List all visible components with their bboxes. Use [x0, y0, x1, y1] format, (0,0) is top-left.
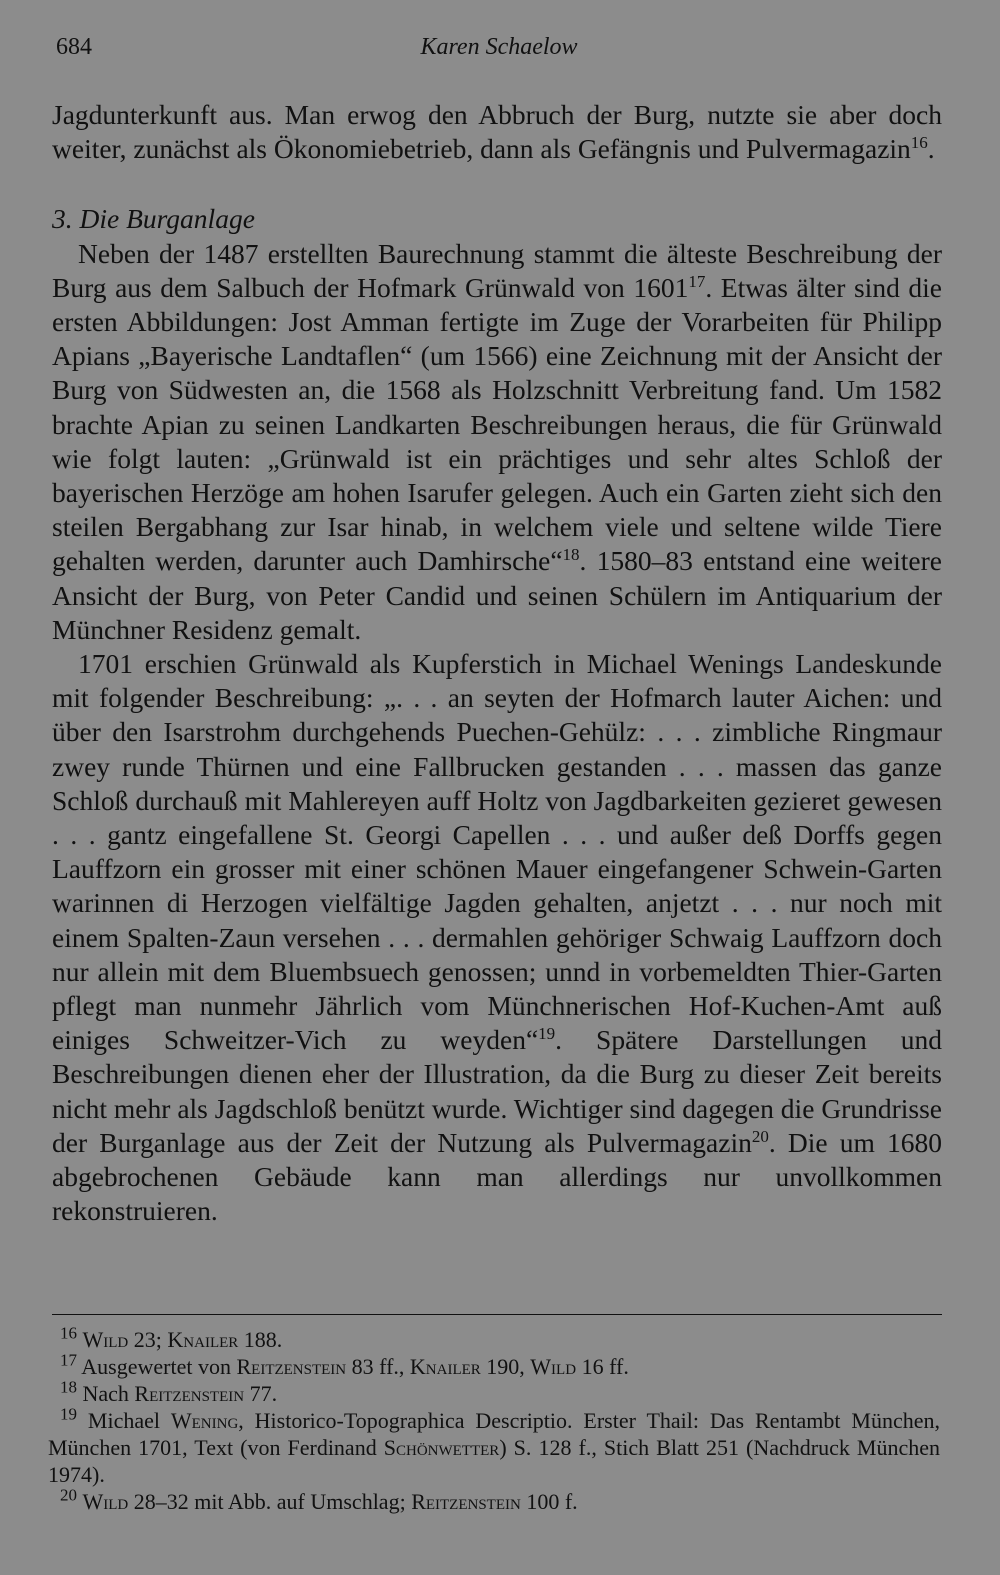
- page-number: 684: [56, 34, 92, 60]
- running-head-author: Karen Schaelow: [420, 34, 578, 60]
- body-text: [52, 98, 942, 1229]
- paragraph: 1701 erschien Grünwald als Kupferstich in Michael Wenings Landeskunde mit folgender Beschreibung: „. . . an seyten der Hofmarch lauter Aichen: und über den Isarstrohm durchgehends Puechen-Gehülz: . . . zimbliche Ringmaur zwey runde Thürnen und eine Fallbrucken gestanden . . . massen das ganze Schloß durchauß mit Mahlereyen auff Holtz von Jagdbarkeiten gezieret gewesen . . . gantz eingefallene St. Georgi Capellen . . . und außer deß Dorffs gegen Lauffzorn ein grosser mit einer schönen Mauer eingefangener Schwein-Garten warinnen di Herzogen vielfältige Jagden gehalten, anjetzt . . . nur noch mit einem Spalten-Zaun versehen . . . dermahlen gehöriger Schwaig Lauffzorn doch nur allein mit dem Bluembsuech genossen; unnd in vorbemeldten Thier-Garten pflegt man nunmehr Jährlich vom Münchnerischen Hof-Kuchen-Amt auß einiges Schweitzer-Vich zu weyden“$^{19}$. Spätere Darstellungen und Beschreibungen dienen eher der Illustration, da die Burg zu dieser Zeit bereits nicht mehr als Jagdschloß benützt wurde. Wichtiger sind dagegen die Grundrisse der Burganlage aus der Zeit der Nutzung als Pulvermagazin$^{20}$. Die um 1680 abgebrochenen Gebäude kann man allerdings nur unvollkommen rekonstruieren.: [52, 648, 942, 1227]
- footnote-17: $^{17}$ Ausgewertet von Reitzenstein 83 ff., Knailer 190, Wild 16 ff.: [60, 1350, 629, 1379]
- footnote-divider: [52, 1314, 942, 1315]
- footnote-19: $^{19}$ Michael Wening, Historico-Topographica Descriptio. Erster Thail: Das Rentambt München, München 1701, Text (von Ferdinand Schönwetter) S. 128 f., Stich Blatt 251 (Nachdruck München 1974).: [48, 1404, 940, 1487]
- paragraph: Neben der 1487 erstellten Baurechnung stammt die älteste Beschreibung der Burg aus dem Salbuch der Hofmark Grünwald von 1601$^{17}$. Etwas älter sind die ersten Abbildungen: Jost Amman fertigte im Zuge der Vorarbeiten für Philipp Apians „Bayerische Landtaflen“ (um 1566) eine Zeichnung mit der Ansicht der Burg von Südwesten an, die 1568 als Holzschnitt Verbreitung fand. Um 1582 brachte Apian zu seinen Landkarten Beschreibungen heraus, die für Grünwald wie folgt lauten: „Grünwald ist ein prächtiges und sehr altes Schloß der bayerischen Herzöge am hohen Isarufer gelegen. Auch ein Garten zieht sich den steilen Bergabhang zur Isar hinab, in welchem viele und seltene wilde Tiere gehalten werden, darunter auch Damhirsche“$^{18}$. 1580–83 entstand eine weitere Ansicht der Burg, von Peter Candid und seinen Schülern im Antiquarium der Münchner Residenz gemalt.: [52, 237, 942, 645]
- section-heading: 3. Die Burganlage: [52, 203, 255, 235]
- footnotes: [48, 1323, 940, 1515]
- footnote-ref-18[interactable]: 18: [562, 545, 580, 565]
- paragraph-continuation: Jagdunterkunft aus. Man erwog den Abbruch der Burg, nutzte sie aber doch weiter, zunächst als Ökonomiebetrieb, dann als Gefängnis und Pulvermagazin$^{16}$.: [52, 99, 942, 165]
- footnote-ref-17[interactable]: 17: [688, 271, 706, 291]
- footnote-18: $^{18}$ Nach Reitzenstein 77.: [60, 1377, 278, 1406]
- footnote-ref-16[interactable]: 16: [910, 133, 928, 153]
- footnote-20: $^{20}$ Wild 28–32 mit Abb. auf Umschlag; Reitzenstein 100 f.: [60, 1485, 578, 1514]
- footnote-16: $^{16}$ Wild 23; Knailer 188.: [60, 1323, 283, 1352]
- footnote-ref-20[interactable]: 20: [751, 1126, 769, 1146]
- footnote-ref-19[interactable]: 19: [538, 1024, 556, 1044]
- running-head: [56, 34, 942, 70]
